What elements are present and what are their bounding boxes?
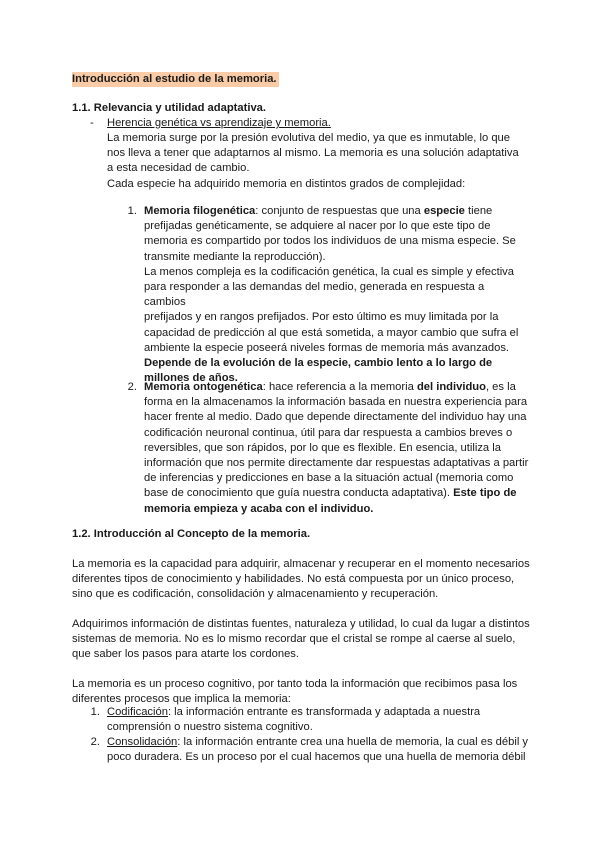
paragraph-line: La memoria es un proceso cognitivo, por tanto toda la información que recibimos pasa los	[72, 678, 518, 690]
process-term: Consolidación	[107, 736, 178, 748]
item-line: capacidad de predicción al que está sometida, a mayor cambio que sufra el	[144, 326, 519, 339]
process-first-line	[107, 705, 537, 720]
paragraph-2	[72, 617, 542, 663]
item-text: : hace referencia a la memoria	[262, 381, 417, 393]
item-bold-line: millones de años.	[144, 372, 238, 385]
item-line: transmite mediante la reproducción).	[144, 250, 326, 263]
process-item-consolidacion	[107, 735, 547, 765]
item-bold-line: Depende de la evolución de la especie, cambio lento a lo largo de	[144, 357, 493, 370]
item-line: hacer frente al medio. Dado que depende directamente del individuo hay una	[144, 411, 527, 424]
item-line: memoria es compartido por todos los individuos de una misma especie. Se	[144, 235, 516, 248]
item-line: La menos compleja es la codificación genética, la cual es simple y efectiva	[144, 265, 515, 278]
process-item-codificacion	[107, 705, 537, 735]
intro-paragraph	[107, 131, 547, 192]
section-1-2-heading: 1.2. Introducción al Concepto de la memoria.	[72, 528, 311, 540]
item-first-line	[144, 204, 524, 219]
intro-line: La memoria surge por la presión evolutiva del medio, ya que es inmutable, lo que	[107, 132, 510, 144]
item-emphasis: especie	[423, 205, 465, 217]
item-line: información que nos permite directamente dar respuestas adaptativas a partir	[144, 457, 529, 470]
item-term: Memoria ontogenética	[144, 381, 263, 393]
paragraph-line: sistemas de memoria. No es lo mismo recordar que el cristal se rompe al caerse al suelo,	[72, 633, 516, 646]
item-line: para responder a las demandas del medio, generada en respuesta a cambios	[144, 281, 485, 309]
process-number: 2.	[90, 736, 100, 748]
document-title: Introducción al estudio de la memoria.	[72, 72, 279, 87]
item-line: ambiente la especie poseerá niveles formas de memoria más avanzados.	[144, 341, 510, 354]
process-text: : la información entrante crea una huella de memoria, la cual es débil y	[177, 736, 529, 748]
paragraph-line: diferentes procesos que implica la memoria:	[72, 693, 291, 706]
sub-heading: Herencia genética vs aprendizaje y memoria.	[107, 117, 331, 129]
paragraph-line: La memoria es la capacidad para adquirir, almacenar y recuperar en el momento necesarios	[72, 558, 530, 570]
item-text: base de conocimiento que guía nuestra conducta adaptativa).	[144, 487, 454, 500]
item-number: 1.	[127, 205, 137, 217]
paragraph-3	[72, 677, 542, 707]
item-text: , es la	[485, 381, 516, 393]
item-bold-text: Este tipo de	[453, 487, 517, 500]
process-term: Codificación	[107, 706, 168, 718]
item-line: reversibles, que son rápidos, por lo que es flexible. En esencia, utiliza la	[144, 441, 501, 454]
process-text: : la información entrante es transformada y adaptada a nuestra	[167, 706, 481, 718]
item-term: Memoria filogenética	[144, 205, 256, 217]
paragraph-line: que saber los pasos para atarte los cordones.	[72, 648, 299, 661]
item-line: de inferencias y predicciones en base a la situación actual (memoria como	[144, 472, 514, 485]
item-line: prefijadas genéticamente, se adquiere al nacer por lo que este tipo de	[144, 220, 491, 233]
paragraph-line: Adquirimos información de distintas fuentes, naturaleza y utilidad, lo cual da lugar a distintos	[72, 618, 530, 630]
intro-line: nos lleva a tener que adaptarnos al mismo. La memoria es una solución adaptativa	[107, 147, 519, 160]
paragraph-line: diferentes tipos de conocimiento y habilidades. No está compuesta por un único proceso,	[72, 573, 515, 586]
process-line: poco duradera. Es un proceso por el cual hacemos que una huella de memoria débil	[107, 751, 526, 764]
item-line: prefijados y en rangos prefijados. Por esto último es muy limitada por la	[144, 311, 499, 324]
item-first-line	[144, 380, 529, 395]
item-text: : conjunto de respuestas que una	[255, 205, 424, 217]
intro-line: a esta necesidad de cambio.	[107, 162, 250, 175]
intro-line: Cada especie ha adquirido memoria en distintos grados de complejidad:	[107, 177, 466, 190]
item-line: forma en la almacenamos la información basada en nuestra experiencia para	[144, 396, 528, 409]
paragraph-1	[72, 557, 542, 603]
process-line: comprensión o nuestro sistema cognitivo.	[107, 721, 313, 734]
list-item-ontogenetica	[144, 380, 529, 517]
item-emphasis: del individuo	[416, 381, 486, 393]
section-1-1-heading: 1.1. Relevancia y utilidad adaptativa.	[72, 102, 266, 114]
process-first-line	[107, 735, 547, 750]
process-number: 1.	[90, 706, 100, 718]
dash-bullet: -	[90, 117, 94, 129]
item-line	[144, 486, 529, 501]
item-text: tiene	[464, 205, 493, 217]
item-line: codificación neuronal continua, útil para dar respuesta a cambios breves o	[144, 426, 513, 439]
paragraph-line: sino que es codificación, consolidación y almacenamiento y recuperación.	[72, 588, 439, 601]
item-number: 2.	[127, 381, 137, 393]
item-bold-line: memoria empieza y acaba con el individuo.	[144, 502, 374, 515]
list-item-filogenetica	[144, 204, 524, 386]
